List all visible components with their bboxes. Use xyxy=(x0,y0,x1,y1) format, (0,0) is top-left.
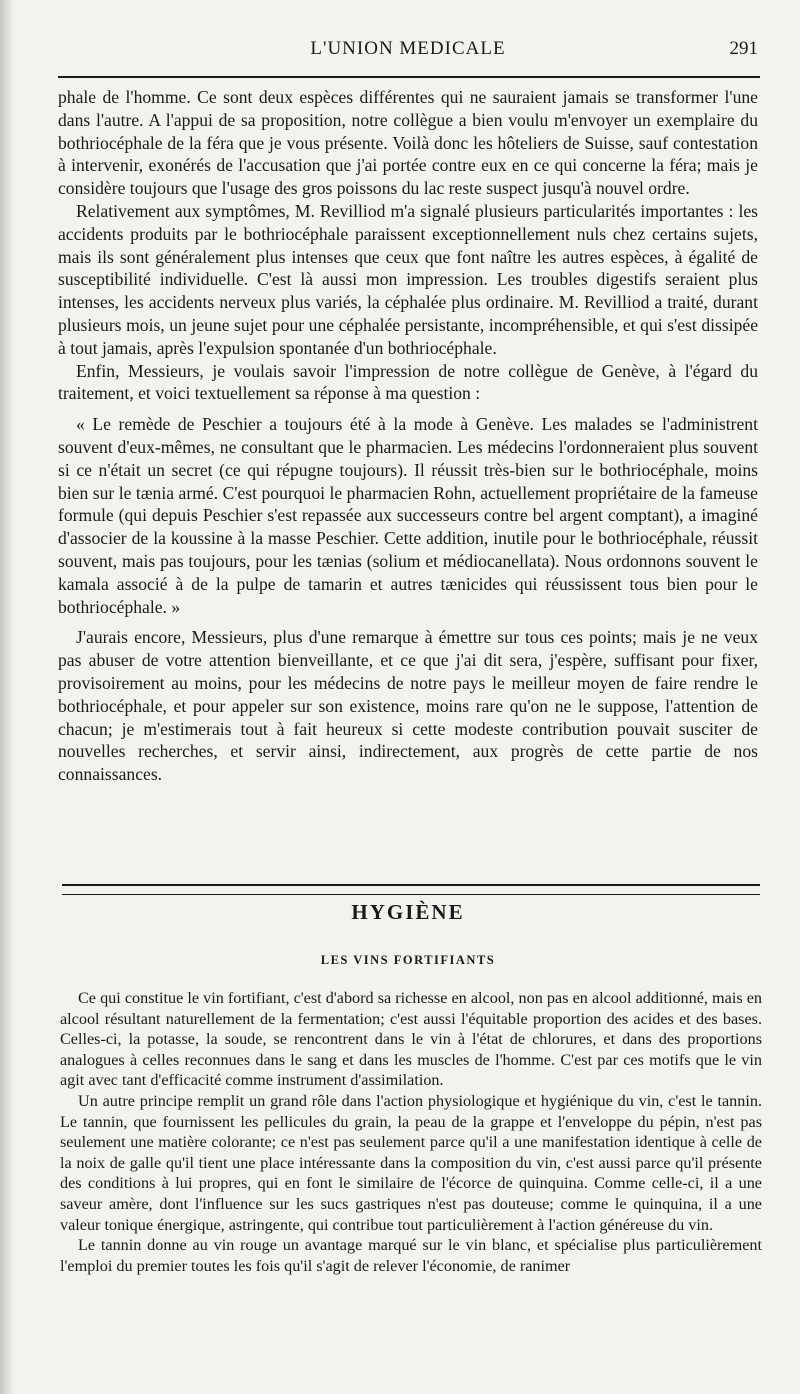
paragraph: J'aurais encore, Messieurs, plus d'une remarque à émettre sur tous ces points; mais je ne veux pas abuser de votre attention bienveillante, et ce que j'ai dit sera, j'espère, suffisant pour fixer, provisoirement au moins, pour les médecins de notre pays le meilleur moyen de faire rendre le bothriocéphale, et pour appeler sur son existence, moins rare qu'on ne le suppose, l'attention de chacun; je m'estimerais tout à fait heureux si cette modeste contribution pouvait susciter de nouvelles recherches, et servir ainsi, indirectement, aux progrès de cette partie de nos connaissances. xyxy=(58,627,758,785)
paragraph: Enfin, Messieurs, je voulais savoir l'impression de notre collègue de Genève, à l'égard du traitement, et voici textuellement sa réponse à ma question : xyxy=(58,360,758,404)
paragraph: Relativement aux symptômes, M. Revilliod m'a signalé plusieurs particularités importantes : les accidents produits par le bothriocéphale paraissent exceptionnellement nuls chez certains sujets, mais ils sont généralement plus intenses que ceux que font naître les autres espèces, à égalité de susceptibilité individuelle. C'est là aussi mon impression. Les troubles digestifs seraient plus intenses, les accidents nerveux plus variés, la céphalée plus ordinaire. M. Revilliod a traité, durant plusieurs mois, un jeune sujet pour une céphalée persistante, incompréhensible, et qui s'est dissipée à tout jamais, après l'expulsion spontanée d'un bothriocéphale. xyxy=(58,200,758,358)
paragraph: phale de l'homme. Ce sont deux espèces différentes qui ne sauraient jamais se transformer l'une dans l'autre. A l'appui de sa proposition, notre collègue a bien voulu m'envoyer un exemplaire du bothriocéphale de la féra que je vous présente. Voilà donc les hôteliers de Suisse, sauf contestation à intervenir, exonérés de l'accusation que j'ai portée contre eux en ce qui concerne la féra; mais je considère toujours que l'usage des gros poissons du lac reste suspect jusqu'à nouvel ordre. xyxy=(58,87,758,199)
paragraph: Le tannin donne au vin rouge un avantage marqué sur le vin blanc, et spécialise plus particulièrement l'emploi du premier toutes les fois qu'il s'agit de relever l'économie, de ranimer xyxy=(60,1236,762,1275)
paragraph: Un autre principe remplit un grand rôle dans l'action physiologique et hygiénique du vin, c'est le tannin. Le tannin, que fournissent les pellicules du grain, la peau de la grappe et l'enveloppe du pépin, n'est pas seulement une matière colorante; ce n'est pas seulement parce qu'il a une manifestation identique à celle de la noix de galle qu'il tient une place intéressante dans la composition du vin, c'est aussi parce qu'il présente des conditions à lui propres, qui en font le similaire de l'écorce de quinquina. Comme celle-ci, il a une saveur amère, dont l'influence sur les sucs gastriques n'est pas douteuse; comme le quinquina, il a une valeur tonique énergique, astringente, qui contribue tout particulièrement à l'action généreuse du vin. xyxy=(60,1091,762,1234)
running-head xyxy=(58,38,758,70)
page-number: 291 xyxy=(729,38,758,59)
section-divider xyxy=(62,884,760,895)
section-heading: HYGIÈNE xyxy=(351,900,465,924)
article-vins-fortifiants xyxy=(60,988,762,1276)
journal-title: L'UNION MEDICALE xyxy=(310,38,506,59)
header-rule xyxy=(58,76,760,78)
article-title: LES VINS FORTIFIANTS xyxy=(320,953,496,967)
quotation-paragraph: « Le remède de Peschier a toujours été à la mode à Genève. Les malades se l'administrent souvent d'eux-mêmes, ne consultant que le pharmacien. Les médecins l'ordonneraient plus souvent si ce n'était un secret (ce qui répugne toujours). Il réussit très-bien sur le bothriocéphale, moins bien sur le tænia armé. C'est pourquoi le pharmacien Rohn, actuellement propriétaire de la fameuse formule (qui depuis Peschier s'est repassée aux successeurs contre bel argent comptant), a imaginé d'associer de la koussine à la masse Peschier. Cette addition, inutile pour le bothriocéphale, réussit souvent, mais pas toujours, pour les tænias (solium et médiocanellata). Nous ordonnons souvent le kamala associé à de la pulpe de tamarin et autres tænicides qui réussissent tous bien pour le bothriocéphale. » xyxy=(58,414,758,617)
article-bothriocephale-continued xyxy=(58,86,758,786)
paragraph: Ce qui constitue le vin fortifiant, c'est d'abord sa richesse en alcool, non pas en alcool additionné, mais en alcool résultant naturellement de la fermentation; c'est aussi l'équitable proportion des acides et des bases. Celles-ci, la potasse, la soude, se rencontrent dans le vin à l'état de chlorures, et dans des proportions analogues à celles reconnues dans le sang et dans les muscles de l'homme. C'est par ces motifs que le vin agit avec tant d'efficacité comme instrument d'assimilation. xyxy=(60,989,762,1090)
